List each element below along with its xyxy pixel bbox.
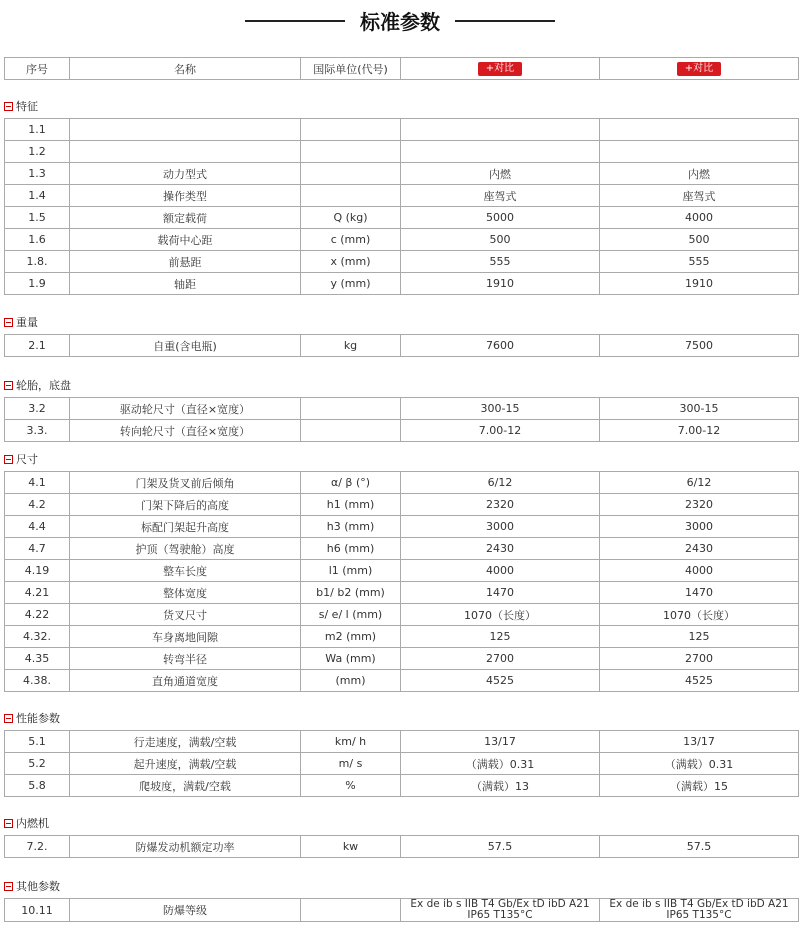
cell-no: 4.19 (5, 560, 70, 582)
cell-no: 3.3. (5, 420, 70, 442)
cell-name: 动力型式 (70, 163, 301, 185)
cell-model-1: （满载）13 (401, 775, 600, 797)
cell-model-2: 2320 (600, 494, 799, 516)
table-row (5, 119, 799, 141)
cell-no: 4.38. (5, 670, 70, 692)
cell-no: 1.8. (5, 251, 70, 273)
spec-table (4, 835, 799, 858)
cell-name: 爬坡度，满载/空载 (70, 775, 301, 797)
table-row (5, 273, 799, 295)
cell-unit (301, 163, 401, 185)
title-divider-left (245, 20, 345, 22)
cell-name: 额定载荷 (70, 207, 301, 229)
cell-model-1: 500 (401, 229, 600, 251)
cell-model-2: 125 (600, 626, 799, 648)
collapse-icon[interactable] (4, 882, 13, 891)
spec-table (4, 397, 799, 442)
cell-model-1: 7.00-12 (401, 420, 600, 442)
cell-unit: h1 (mm) (301, 494, 401, 516)
cell-no: 1.6 (5, 229, 70, 251)
cell-unit (301, 899, 401, 922)
cell-unit: y (mm) (301, 273, 401, 295)
cell-model-1: 2320 (401, 494, 600, 516)
cell-unit (301, 185, 401, 207)
cell-name: 门架及货叉前后倾角 (70, 472, 301, 494)
spec-table (4, 118, 799, 295)
spec-table-header (4, 57, 799, 80)
cell-name: 起升速度，满载/空载 (70, 753, 301, 775)
cell-name: 转向轮尺寸（直径×宽度） (70, 420, 301, 442)
cell-name: 自重(含电瓶) (70, 335, 301, 357)
page-title: 标准参数 (360, 10, 440, 34)
cell-model-1: Ex de ib s IIB T4 Gb/Ex tD ibD A21 IP65 T135°C (401, 899, 600, 922)
cell-model-1: 3000 (401, 516, 600, 538)
cell-name: 防爆等级 (70, 899, 301, 922)
table-row (5, 582, 799, 604)
cell-unit: l1 (mm) (301, 560, 401, 582)
cell-unit: h6 (mm) (301, 538, 401, 560)
cell-model-1: 1470 (401, 582, 600, 604)
section-header[interactable] (4, 377, 71, 391)
cell-model-1: 1910 (401, 273, 600, 295)
collapse-icon[interactable] (4, 455, 13, 464)
cell-model-2: 内燃 (600, 163, 799, 185)
cell-model-1: 125 (401, 626, 600, 648)
cell-no: 5.1 (5, 731, 70, 753)
cell-no: 1.4 (5, 185, 70, 207)
table-row (5, 670, 799, 692)
cell-model-2 (600, 141, 799, 163)
cell-no: 1.5 (5, 207, 70, 229)
collapse-icon[interactable] (4, 714, 13, 723)
cell-model-1: 座驾式 (401, 185, 600, 207)
cell-model-2: 555 (600, 251, 799, 273)
page-header (0, 0, 800, 44)
cell-model-2: 4000 (600, 207, 799, 229)
cell-unit (301, 398, 401, 420)
table-row (5, 731, 799, 753)
section-label: 其他参数 (16, 880, 60, 893)
cell-name: 防爆发动机额定功率 (70, 836, 301, 858)
cell-no: 1.1 (5, 119, 70, 141)
cell-model-2: 1910 (600, 273, 799, 295)
cell-name: 直角通道宽度 (70, 670, 301, 692)
cell-unit: kw (301, 836, 401, 858)
cell-model-1: 13/17 (401, 731, 600, 753)
table-row (5, 836, 799, 858)
cell-name: 车身离地间隙 (70, 626, 301, 648)
cell-model-2: 6/12 (600, 472, 799, 494)
cell-model-2: 500 (600, 229, 799, 251)
cell-model-2: 3000 (600, 516, 799, 538)
cell-model-1 (401, 141, 600, 163)
cell-name: 转弯半径 (70, 648, 301, 670)
table-row (5, 229, 799, 251)
cell-no: 4.21 (5, 582, 70, 604)
cell-unit: h3 (mm) (301, 516, 401, 538)
table-row (5, 398, 799, 420)
cell-name: 操作类型 (70, 185, 301, 207)
cell-unit (301, 420, 401, 442)
section-label: 内燃机 (16, 817, 49, 830)
cell-model-2: 1070（长度） (600, 604, 799, 626)
section-label: 尺寸 (16, 453, 38, 466)
header-row (5, 58, 799, 80)
cell-name: 货叉尺寸 (70, 604, 301, 626)
table-row (5, 899, 799, 922)
cell-model-1: 5000 (401, 207, 600, 229)
table-row (5, 775, 799, 797)
cell-model-1 (401, 119, 600, 141)
cell-no: 4.35 (5, 648, 70, 670)
cell-model-1: 内燃 (401, 163, 600, 185)
title-divider-right (455, 20, 555, 22)
cell-no: 3.2 (5, 398, 70, 420)
table-row (5, 207, 799, 229)
table-row (5, 420, 799, 442)
spec-table (4, 471, 799, 692)
header-col-model-1 (401, 58, 600, 80)
cell-model-1: （满载）0.31 (401, 753, 600, 775)
cell-unit: kg (301, 335, 401, 357)
cell-unit: b1/ b2 (mm) (301, 582, 401, 604)
collapse-icon[interactable] (4, 318, 13, 327)
cell-unit: % (301, 775, 401, 797)
cell-unit: s/ e/ l (mm) (301, 604, 401, 626)
table-row (5, 472, 799, 494)
cell-model-1: 6/12 (401, 472, 600, 494)
cell-no: 4.7 (5, 538, 70, 560)
table-row (5, 251, 799, 273)
table-row (5, 494, 799, 516)
cell-model-1: 7600 (401, 335, 600, 357)
cell-name (70, 119, 301, 141)
cell-unit (301, 119, 401, 141)
cell-name: 门架下降后的高度 (70, 494, 301, 516)
table-row (5, 560, 799, 582)
cell-name: 标配门架起升高度 (70, 516, 301, 538)
cell-model-2: 2430 (600, 538, 799, 560)
cell-no: 7.2. (5, 836, 70, 858)
header-col-unit: 国际单位(代号) (301, 58, 401, 80)
cell-model-1: 2700 (401, 648, 600, 670)
table-row (5, 604, 799, 626)
cell-model-1: 4000 (401, 560, 600, 582)
cell-model-1: 4525 (401, 670, 600, 692)
header-col-model-2 (600, 58, 799, 80)
cell-model-1: 57.5 (401, 836, 600, 858)
compare-button[interactable]: +对比 (478, 62, 522, 76)
cell-unit: m/ s (301, 753, 401, 775)
cell-model-2 (600, 119, 799, 141)
cell-name (70, 141, 301, 163)
section-label: 重量 (16, 316, 38, 329)
cell-unit: km/ h (301, 731, 401, 753)
cell-model-2: 4000 (600, 560, 799, 582)
section-header[interactable] (4, 314, 38, 328)
cell-unit: α/ β (°) (301, 472, 401, 494)
cell-unit (301, 141, 401, 163)
cell-model-2: Ex de ib s IIB T4 Gb/Ex tD ibD A21 IP65 T135°C (600, 899, 799, 922)
cell-name: 载荷中心距 (70, 229, 301, 251)
table-row (5, 753, 799, 775)
cell-model-2: 7.00-12 (600, 420, 799, 442)
spec-table (4, 334, 799, 357)
cell-unit: x (mm) (301, 251, 401, 273)
section-label: 性能参数 (16, 712, 60, 725)
cell-no: 4.1 (5, 472, 70, 494)
section-label: 特征 (16, 100, 38, 113)
spec-table (4, 898, 799, 922)
header-col-no: 序号 (5, 58, 70, 80)
cell-no: 10.11 (5, 899, 70, 922)
cell-unit: Wa (mm) (301, 648, 401, 670)
cell-model-2: 57.5 (600, 836, 799, 858)
cell-unit: Q (kg) (301, 207, 401, 229)
collapse-icon[interactable] (4, 819, 13, 828)
cell-model-1: 555 (401, 251, 600, 273)
table-row (5, 185, 799, 207)
section-header[interactable] (4, 98, 38, 112)
cell-model-2: （满载）15 (600, 775, 799, 797)
cell-no: 1.9 (5, 273, 70, 295)
section-header[interactable] (4, 815, 49, 829)
cell-no: 1.2 (5, 141, 70, 163)
compare-button[interactable]: +对比 (677, 62, 721, 76)
cell-no: 4.4 (5, 516, 70, 538)
cell-name: 前悬距 (70, 251, 301, 273)
collapse-icon[interactable] (4, 102, 13, 111)
cell-no: 5.8 (5, 775, 70, 797)
cell-no: 4.2 (5, 494, 70, 516)
cell-model-2: 2700 (600, 648, 799, 670)
collapse-icon[interactable] (4, 381, 13, 390)
table-row (5, 163, 799, 185)
table-row (5, 648, 799, 670)
section-header[interactable] (4, 878, 60, 892)
cell-name: 驱动轮尺寸（直径×宽度） (70, 398, 301, 420)
header-col-name: 名称 (70, 58, 301, 80)
cell-no: 1.3 (5, 163, 70, 185)
cell-name: 行走速度，满载/空载 (70, 731, 301, 753)
cell-model-2: 300-15 (600, 398, 799, 420)
cell-model-2: （满载）0.31 (600, 753, 799, 775)
cell-no: 2.1 (5, 335, 70, 357)
cell-unit: m2 (mm) (301, 626, 401, 648)
cell-name: 整体宽度 (70, 582, 301, 604)
cell-model-2: 4525 (600, 670, 799, 692)
section-header[interactable] (4, 710, 60, 724)
cell-no: 4.32. (5, 626, 70, 648)
table-row (5, 141, 799, 163)
cell-unit: (mm) (301, 670, 401, 692)
table-row (5, 626, 799, 648)
cell-model-1: 1070（长度） (401, 604, 600, 626)
section-label: 轮胎，底盘 (16, 379, 71, 392)
cell-name: 整车长度 (70, 560, 301, 582)
cell-no: 5.2 (5, 753, 70, 775)
table-row (5, 516, 799, 538)
cell-model-2: 13/17 (600, 731, 799, 753)
cell-name: 轴距 (70, 273, 301, 295)
cell-model-2: 座驾式 (600, 185, 799, 207)
spec-table (4, 730, 799, 797)
cell-model-1: 2430 (401, 538, 600, 560)
cell-unit: c (mm) (301, 229, 401, 251)
cell-model-2: 7500 (600, 335, 799, 357)
cell-name: 护顶（驾驶舱）高度 (70, 538, 301, 560)
cell-model-2: 1470 (600, 582, 799, 604)
table-row (5, 335, 799, 357)
table-row (5, 538, 799, 560)
cell-model-1: 300-15 (401, 398, 600, 420)
cell-no: 4.22 (5, 604, 70, 626)
section-header[interactable] (4, 451, 38, 465)
